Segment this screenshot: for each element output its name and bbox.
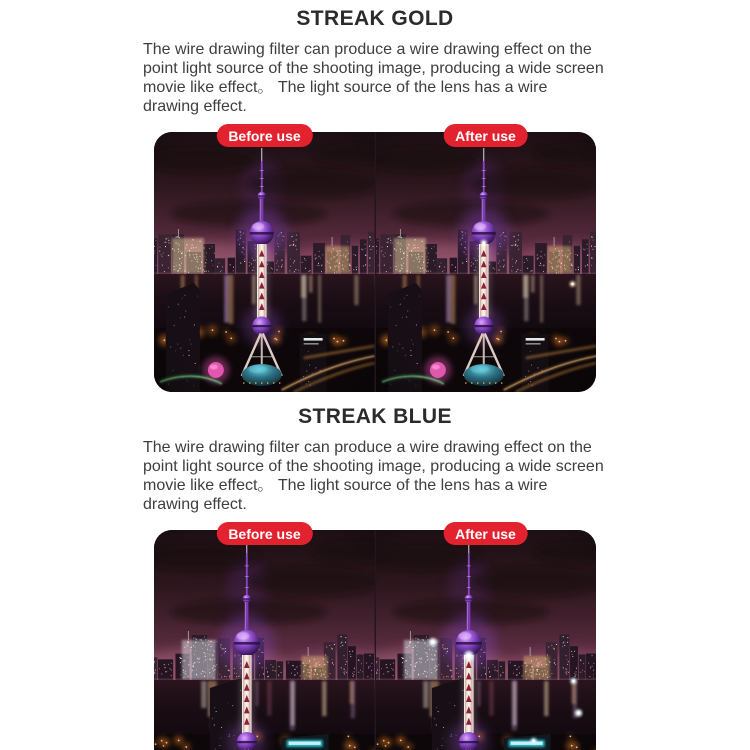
section-streak-blue: [0, 392, 750, 750]
after-photo-gold: [376, 132, 597, 392]
comparison-figure-gold: [154, 127, 596, 392]
before-photo-gold: [154, 132, 375, 392]
comparison-figure-blue: [154, 525, 596, 750]
before-photo-blue: [154, 530, 375, 750]
section-description-blue: The wire drawing filter can produce a wire drawing effect on the point light source of the shooting image, producing a wide screen movie like effect。 The light source of the lens has a wire drawing effect.: [143, 439, 604, 513]
section-title-gold: STREAK GOLD: [296, 7, 454, 30]
photo-pair-blue: [154, 530, 596, 750]
before-use-badge: Before use: [216, 522, 312, 545]
section-title-blue: STREAK BLUE: [298, 405, 452, 428]
photo-pair-gold: [154, 132, 596, 392]
section-description-gold: The wire drawing filter can produce a wire drawing effect on the point light source of the shooting image, producing a wide screen movie like effect。 The light source of the lens has a wire drawing effect.: [143, 41, 604, 115]
after-photo-blue: [376, 530, 597, 750]
after-use-badge: After use: [443, 124, 528, 147]
before-use-badge: Before use: [216, 124, 312, 147]
after-use-badge: After use: [443, 522, 528, 545]
